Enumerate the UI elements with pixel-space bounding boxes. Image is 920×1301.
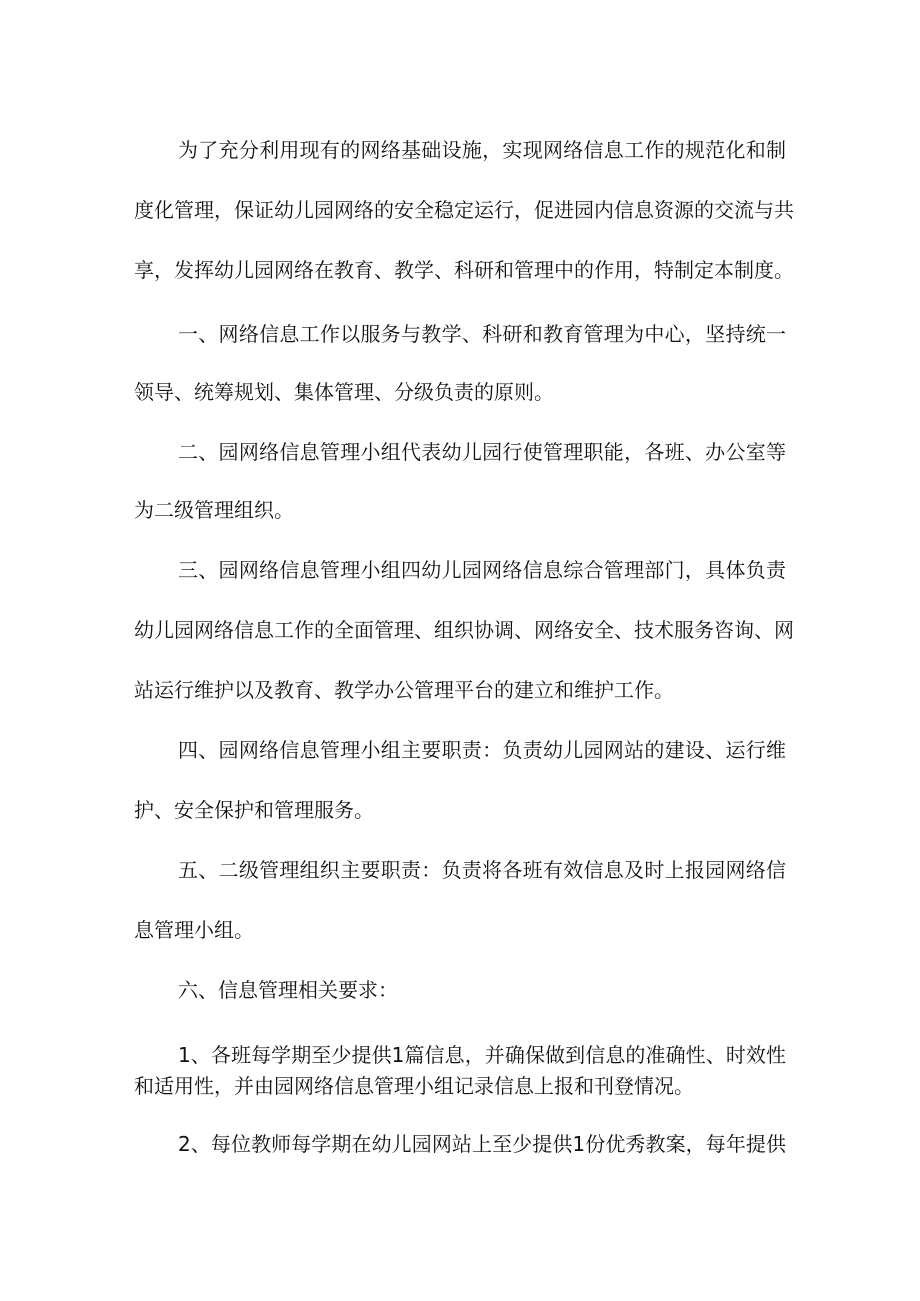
intro-paragraph-line-3: 享，发挥幼儿园网络在教育、教学、科研和管理中的作用，特制定本制度。: [134, 258, 794, 282]
item-3-line-2: 幼儿园网络信息工作的全面管理、组织协调、网络安全、技术服务咨询、网: [134, 618, 794, 642]
requirement-2-line-1: 2、每位教师每学期在幼儿园网站上至少提供1份优秀教案，每年提供: [178, 1132, 786, 1156]
item-5-line-1: 五、二级管理组织主要职责：负责将各班有效信息及时上报园网络信: [178, 858, 786, 882]
requirement-1-line-1: 1、各班每学期至少提供1篇信息，并确保做到信息的准确性、时效性: [178, 1043, 786, 1067]
item-2-line-1: 二、园网络信息管理小组代表幼儿园行使管理职能，各班、办公室等: [178, 440, 786, 464]
requirement-1-line-2: 和适用性，并由园网络信息管理小组记录信息上报和刊登情况。: [134, 1074, 694, 1098]
item-6-heading: 六、信息管理相关要求：: [178, 978, 398, 1002]
item-1-line-2: 领导、统筹规划、集体管理、分级负责的原则。: [134, 380, 554, 404]
intro-paragraph-line-2: 度化管理，保证幼儿园网络的安全稳定运行，促进园内信息资源的交流与共: [134, 198, 794, 222]
item-3-line-1: 三、园网络信息管理小组四幼儿园网络信息综合管理部门，具体负责: [178, 558, 786, 582]
item-2-line-2: 为二级管理组织。: [134, 498, 294, 522]
item-1-line-1: 一、网络信息工作以服务与教学、科研和教育管理为中心，坚持统一: [178, 322, 786, 346]
item-4-line-2: 护、安全保护和管理服务。: [134, 798, 374, 822]
item-3-line-3: 站运行维护以及教育、教学办公管理平台的建立和维护工作。: [134, 678, 674, 702]
intro-paragraph-line-1: 为了充分利用现有的网络基础设施，实现网络信息工作的规范化和制: [178, 138, 786, 162]
item-4-line-1: 四、园网络信息管理小组主要职责：负责幼儿园网站的建设、运行维: [178, 738, 786, 762]
item-5-line-2: 息管理小组。: [134, 918, 254, 942]
